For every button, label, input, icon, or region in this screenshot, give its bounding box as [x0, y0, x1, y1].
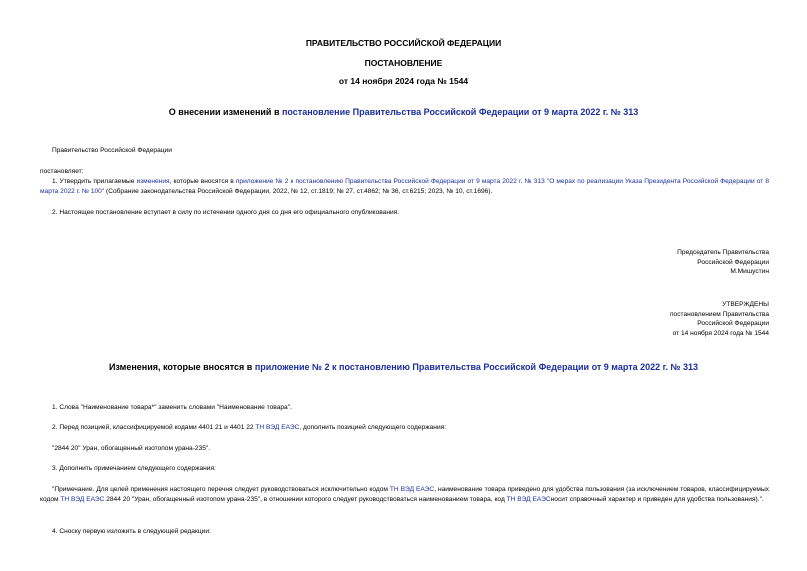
document-title: [0, 107, 807, 117]
approval-country: Российской Федерации: [697, 320, 769, 328]
approval-by: постановлением Правительства: [669, 310, 769, 318]
approval-block: [670, 300, 769, 338]
item-2-paragraph: 2. Настоящее постановление вступает в силу по истечении одного дня со дня его официального опубликования.: [52, 209, 400, 216]
item-1-paragraph: [40, 177, 769, 196]
signature-block: [677, 248, 769, 277]
item-1-end: (Собрание законодательства Российской Федерации, 2022, № 12, ст.1819; № 27, ст.4862; № 36, ст.6215; 2023, № 10, ст.1696).: [104, 187, 493, 195]
change-2-end: , дополнить позицией следующего содержания:: [299, 424, 447, 431]
note-end: носит справочный характер и приведен для удобства пользования).".: [550, 495, 764, 503]
doc-type-heading: ПОСТАНОВЛЕНИЕ: [364, 58, 443, 68]
change-4: 4. Сноску первую изложить в следующей редакции:: [52, 528, 211, 535]
preamble-government: Правительство Российской Федерации: [52, 147, 172, 154]
note-mid-1: , наименование товара приведено для удобства пользования (за исключением товаров, классифицируемых кодом: [40, 486, 769, 503]
date-number-heading: от 14 ноября 2024 года № 1544: [338, 76, 469, 86]
changes-link[interactable]: изменения: [136, 178, 170, 185]
title-link[interactable]: постановление Правительства Российской Федерации от 9 марта 2022 г. № 313: [281, 107, 639, 117]
change-2-start: 2. Перед позицией, классифицируемой кодами 4401 21 и 4401 22: [52, 424, 256, 431]
approval-label: УТВЕРЖДЕНЫ: [722, 301, 769, 308]
item-1-start: 1. Утвердить прилагаемые: [52, 178, 137, 185]
signature-country: Российской Федерации: [697, 258, 769, 266]
preamble-decree: постановляет:: [40, 168, 84, 175]
changes-title-prefix: Изменения, которые вносятся в: [108, 362, 255, 372]
change-2: [52, 423, 446, 433]
signature-title: Председатель Правительства: [677, 249, 769, 256]
government-heading: ПРАВИТЕЛЬСТВО РОССИЙСКОЙ ФЕДЕРАЦИИ: [305, 38, 502, 48]
tnved-link-1[interactable]: ТН ВЭД ЕАЭС: [255, 424, 300, 431]
signature-name: М.Мишустин: [730, 268, 769, 276]
item-1-mid: , которые вносятся в: [169, 178, 236, 185]
change-3: 3. Дополнить примечанием следующего содержания:: [52, 465, 216, 472]
approval-date: от 14 ноября 2024 года № 1544: [672, 329, 769, 337]
appendix-link[interactable]: приложение № 2 к постановлению Правительства Российской Федерации от 9 марта 2022 г. № 313 "О мерах по реализации Указа Президента Российской Федерации от 8 марта 2022 г. № 100": [40, 178, 770, 195]
change-1: 1. Слова "Наименование товара*" заменить словами "Наименование товара".: [52, 404, 292, 411]
changes-title-link[interactable]: приложение № 2 к постановлению Правительства Российской Федерации от 9 марта 2022 г. № 313: [254, 362, 699, 372]
note-paragraph: [40, 485, 769, 504]
note-mid-2: 2844 20 "Уран, обогащенный изотопом урана-235", в отношении которого следует руководствоваться наименованием товара, код: [104, 495, 507, 503]
change-2-quote: "2844 20" Уран, обогащенный изотопом урана-235".: [52, 445, 211, 452]
tnved-link-2[interactable]: ТН ВЭД ЕАЭС: [389, 486, 435, 493]
tnved-link-3[interactable]: ТН ВЭД ЕАЭС: [60, 495, 105, 503]
tnved-link-4[interactable]: ТН ВЭД ЕАЭС: [506, 495, 551, 503]
note-start: "Примечание. Для целей применения настоящего перечня следует руководствоваться исключительно кодом: [52, 486, 390, 493]
changes-title: [0, 362, 807, 372]
title-prefix: О внесении изменений в: [168, 107, 282, 117]
